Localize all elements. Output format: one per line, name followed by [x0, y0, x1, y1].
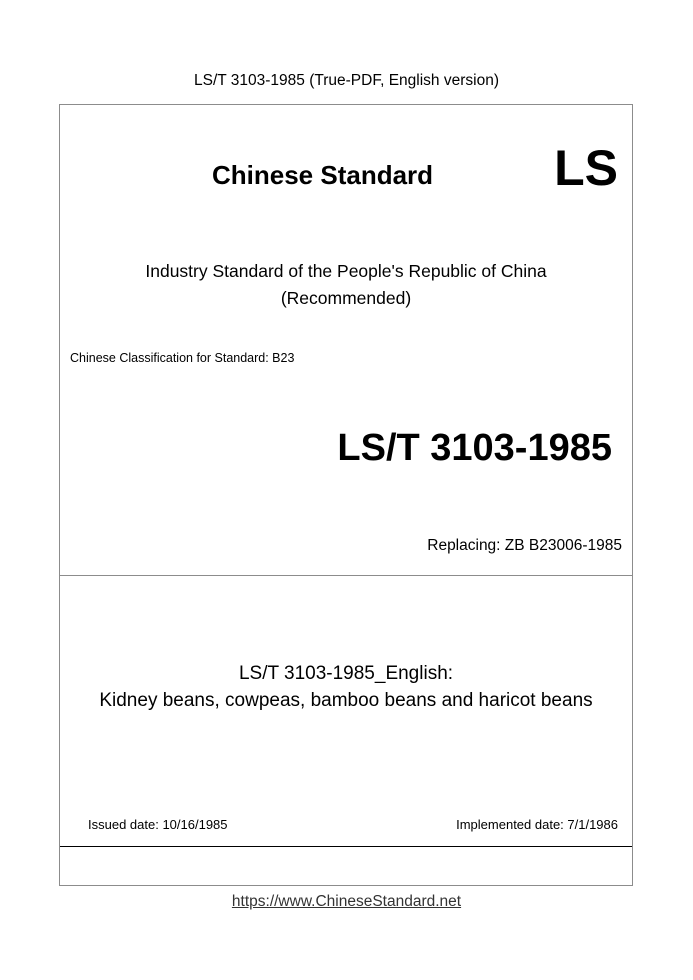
issued-date: Issued date: 10/16/1985 — [88, 817, 228, 832]
brand-code: LS — [554, 140, 618, 196]
document-title-line-1: LS/T 3103-1985_English: — [238, 663, 454, 684]
industry-statement — [60, 258, 632, 312]
implemented-date: Implemented date: 7/1/1986 — [456, 817, 618, 832]
document-title-line-2: Kidney beans, cowpeas, bamboo beans and haricot beans — [99, 690, 593, 711]
industry-line-2: (Recommended) — [280, 288, 412, 308]
industry-line-1: Industry Standard of the People's Republic of China — [145, 261, 547, 281]
website-link[interactable]: https://www.ChineseStandard.net — [231, 893, 462, 910]
standard-number: LS/T 3103-1985 — [337, 427, 612, 469]
cover-frame — [59, 104, 633, 886]
classification-label: Chinese Classification for Standard: B23 — [70, 351, 295, 365]
page-header: LS/T 3103-1985 (True-PDF, English version) — [194, 72, 499, 89]
footer-divider — [60, 846, 632, 847]
brand-title: Chinese Standard — [212, 160, 434, 190]
section-divider — [60, 575, 632, 576]
document-title — [60, 660, 632, 714]
replacing-label: Replacing: ZB B23006-1985 — [427, 537, 622, 554]
